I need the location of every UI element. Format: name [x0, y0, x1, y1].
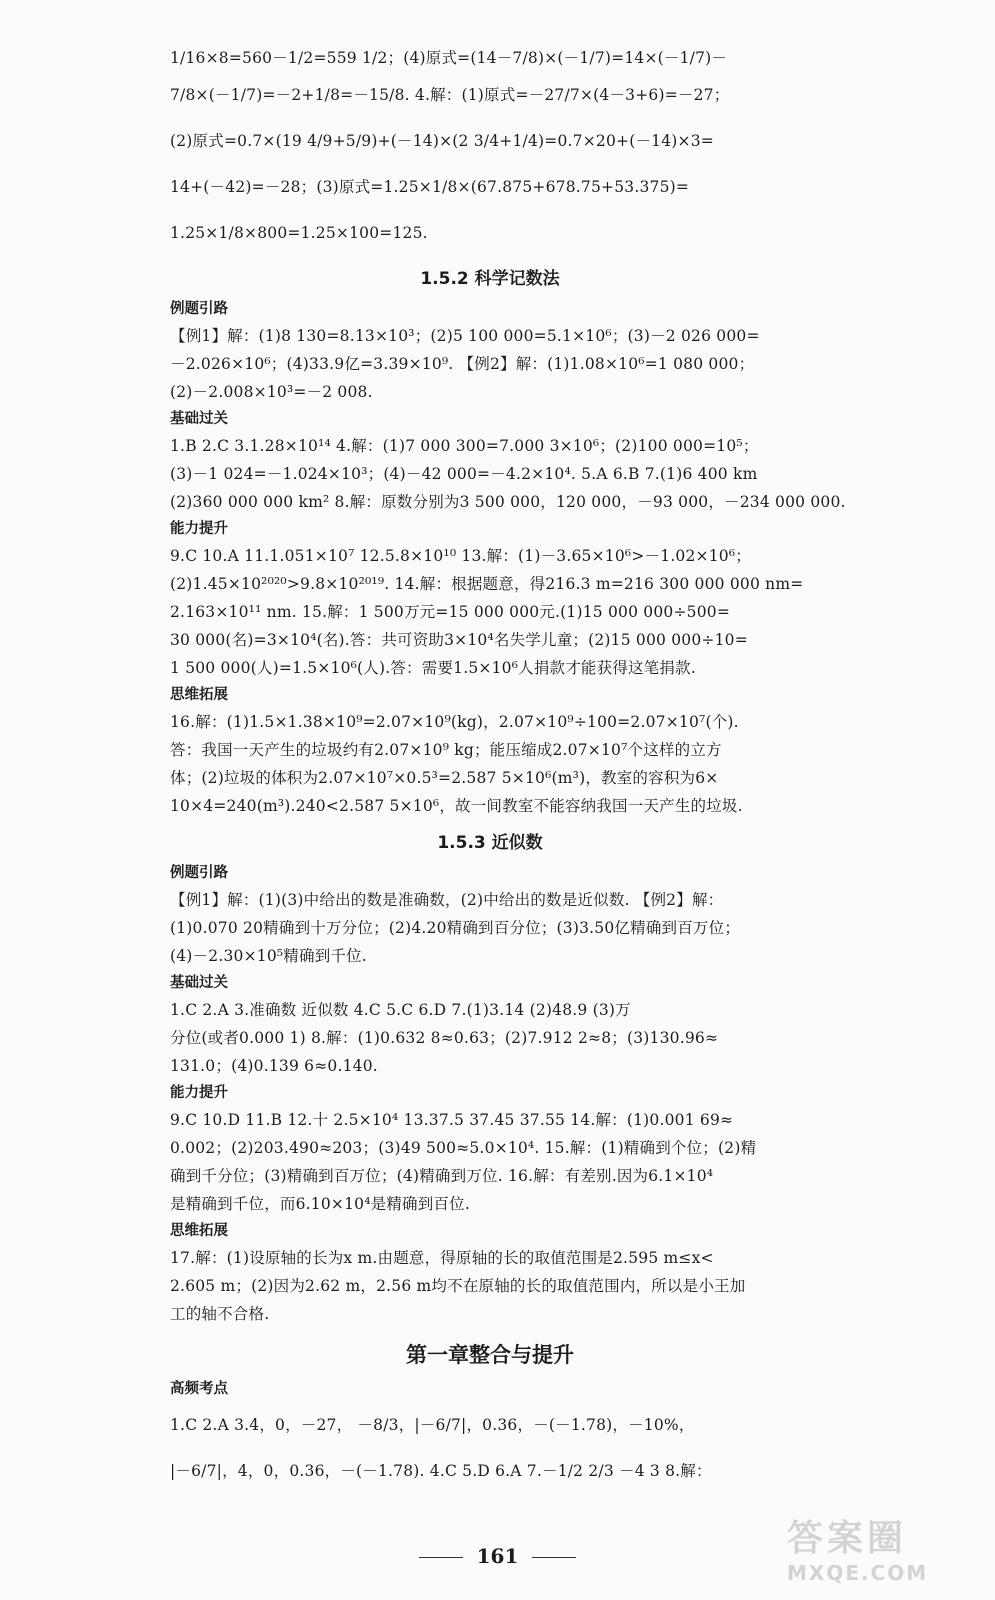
text-line: (2)－2.008×10³=－2 008.: [170, 383, 373, 401]
text-line: 2.605 m；(2)因为2.62 m，2.56 m均不在原轴的长的取值范围内，所以是小王加: [170, 1277, 746, 1295]
watermark-bottom: MXQE.COM: [787, 1561, 929, 1585]
watermark-top: 答案圈: [787, 1518, 908, 1559]
text-line: 14+(－42)=－28；(3)原式=1.25×1/8×(67.875+678.75+53.375)=: [170, 178, 690, 196]
text-line: 1.B 2.C 3.1.28×10¹⁴ 4.解：(1)7 000 300=7.000 3×10⁶；(2)100 000=10⁵；: [170, 437, 759, 455]
text-line: 17.解：(1)设原轴的长为x m.由题意，得原轴的长的取值范围是2.595 m≤x<: [170, 1249, 714, 1267]
subsection-heading: 基础过关: [170, 411, 228, 427]
chapter-title: 第一章整合与提升: [406, 1342, 574, 1367]
text-line: 1.25×1/8×800=1.25×100=125.: [170, 224, 428, 242]
text-line: 10×4=240(m³).240<2.587 5×10⁶，故一间教室不能容纳我国一天产生的垃圾.: [170, 797, 743, 815]
text-line: 1.C 2.A 3.4，0，－27， －8/3，|－6/7|，0.36，－(－1.78)，－10%，: [170, 1416, 695, 1434]
subsection-heading: 思维拓展: [170, 1223, 228, 1239]
text-line: 1 500 000(人)=1.5×10⁶(人).答：需要1.5×10⁶人捐款才能获得这笔捐款.: [170, 659, 696, 677]
text-line: 分位(或者0.000 1) 8.解：(1)0.632 8≈0.63；(2)7.912 2≈8；(3)130.96≈: [170, 1029, 719, 1047]
section-title: 1.5.2 科学记数法: [420, 269, 560, 289]
text-line: (2)1.45×10²⁰²⁰>9.8×10²⁰¹⁹. 14.解：根据题意，得216.3 m=216 300 000 000 nm=: [170, 575, 804, 593]
text-line: －2.026×10⁶；(4)33.9亿=3.39×10⁹. 【例2】解：(1)1.08×10⁶=1 080 000；: [170, 355, 755, 373]
text-line: 体；(2)垃圾的体积为2.07×10⁷×0.5³=2.587 5×10⁶(m³)，教室的容积为6×: [170, 769, 719, 787]
subsection-heading: 例题引路: [170, 865, 228, 881]
text-line: (2)原式=0.7×(19 4/9+5/9)+(－14)×(2 3/4+1/4)=0.7×20+(－14)×3=: [170, 132, 714, 150]
text-line: (4)－2.30×10⁵精确到千位.: [170, 947, 367, 965]
subsection-heading: 能力提升: [170, 1085, 228, 1101]
text-line: (1)0.070 20精确到十万分位；(2)4.20精确到百分位；(3)3.50亿精确到百万位；: [170, 919, 741, 937]
text-line: 9.C 10.A 11.1.051×10⁷ 12.5.8×10¹⁰ 13.解：(1)－3.65×10⁶>－1.02×10⁶；: [170, 547, 751, 565]
text-line: 【例1】解：(1)8 130=8.13×10³；(2)5 100 000=5.1×10⁶；(3)－2 026 000=: [170, 327, 760, 345]
text-line: |－6/7|，4，0，0.36，－(－1.78). 4.C 5.D 6.A 7.－1/2 2/3 －4 3 8.解：: [170, 1462, 712, 1480]
text-line: 131.0；(4)0.139 6≈0.140.: [170, 1057, 378, 1075]
dash-right: [532, 1557, 576, 1558]
dash-left: [419, 1557, 463, 1558]
text-line: 16.解：(1)1.5×1.38×10⁹=2.07×10⁹(kg)，2.07×10⁹÷100=2.07×10⁷(个).: [170, 713, 739, 731]
text-line: 7/8×(－1/7)=－2+1/8=－15/8. 4.解：(1)原式=－27/7×(4－3+6)=－27；: [170, 86, 730, 104]
text-line: 0.002；(2)203.490≈203；(3)49 500≈5.0×10⁴. 15.解：(1)精确到个位；(2)精: [170, 1139, 757, 1157]
page-number-text: 161: [476, 1544, 519, 1568]
text-line: 答：我国一天产生的垃圾约有2.07×10⁹ kg；能压缩成2.07×10⁷个这样的立方: [170, 741, 722, 759]
text-line: (2)360 000 000 km² 8.解：原数分别为3 500 000，120 000，－93 000，－234 000 000.: [170, 493, 846, 511]
subsection-heading: 高频考点: [170, 1381, 228, 1397]
subsection-heading: 能力提升: [170, 521, 228, 537]
text-line: 9.C 10.D 11.B 12.十 2.5×10⁴ 13.37.5 37.45 37.55 14.解：(1)0.001 69≈: [170, 1111, 734, 1129]
text-line: 是精确到千位，而6.10×10⁴是精确到百位.: [170, 1195, 470, 1213]
subsection-heading: 基础过关: [170, 975, 228, 991]
text-line: 【例1】解：(1)(3)中给出的数是准确数，(2)中给出的数是近似数. 【例2】解：: [170, 891, 724, 909]
text-line: 工的轴不合格.: [170, 1305, 270, 1323]
subsection-heading: 例题引路: [170, 301, 228, 317]
text-line: (3)－1 024=－1.024×10³；(4)－42 000=－4.2×10⁴. 5.A 6.B 7.(1)6 400 km: [170, 465, 758, 483]
text-line: 1.C 2.A 3.准确数 近似数 4.C 5.C 6.D 7.(1)3.14 (2)48.9 (3)万: [170, 1001, 631, 1019]
section-title: 1.5.3 近似数: [437, 833, 543, 853]
text-line: 30 000(名)=3×10⁴(名).答：共可资助3×10⁴名失学儿童；(2)15 000 000÷10=: [170, 631, 748, 649]
text-line: 1/16×8=560－1/2=559 1/2；(4)原式=(14－7/8)×(－1/7)=14×(－1/7)－: [170, 49, 728, 67]
watermark-logo: [787, 1510, 977, 1590]
text-line: 确到千分位；(3)精确到百万位；(4)精确到万位. 16.解：有差别.因为6.1×10⁴: [170, 1167, 714, 1185]
text-line: 2.163×10¹¹ nm. 15.解：1 500万元=15 000 000元.(1)15 000 000÷500=: [170, 603, 731, 621]
subsection-heading: 思维拓展: [170, 687, 228, 703]
answer-page: [170, 44, 846, 1494]
